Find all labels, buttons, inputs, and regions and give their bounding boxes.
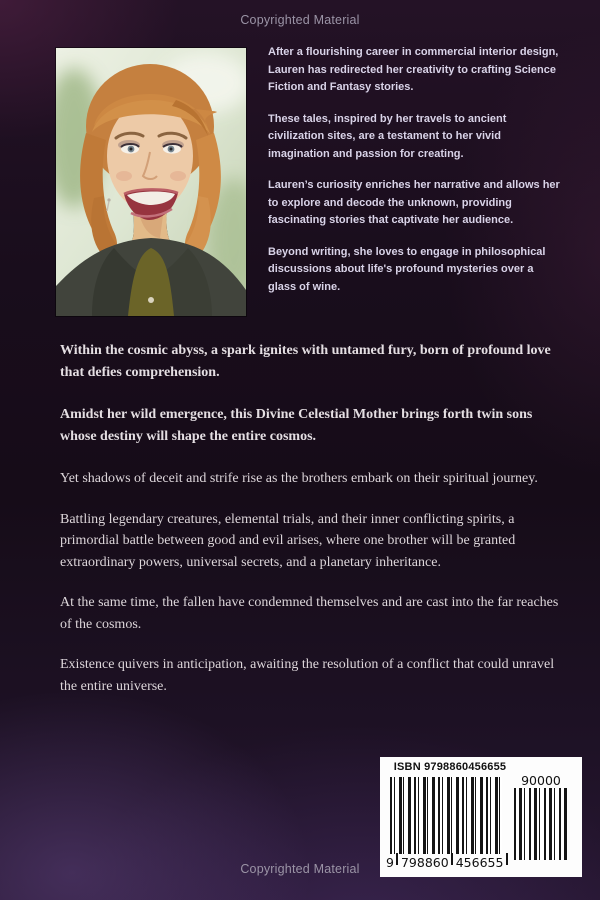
ean-digits-group1: 798860 [400,855,449,870]
author-bio [268,44,562,310]
price-supplement-barcode-bars [514,788,568,860]
book-synopsis [60,340,560,716]
synopsis-paragraph: Battling legendary creatures, elemental trials, and their inner conflicting spirits, a primordial battle between good and evil arises, where one brother will be granted extraordinary powers, universal secrets, and a planetary inheritance. [60,511,516,570]
price-code-label: 90000 [521,773,561,788]
ean-digits-group2: 456655 [455,855,504,870]
synopsis-paragraph-bold: Within the cosmic abyss, a spark ignites with untamed fury, born of profound love that defies comprehension. [60,343,551,380]
synopsis-paragraph: Existence quivers in anticipation, awaiting the resolution of a conflict that could unravel the entire universe. [60,657,555,694]
synopsis-paragraph-bold: Amidst her wild emergence, this Divine Celestial Mother brings forth twin sons whose destiny will shape the entire cosmos. [60,407,533,444]
copyright-notice-bottom: Copyrighted Material [240,862,360,876]
ean-barcode-bars [390,777,502,854]
author-photo [56,48,246,316]
author-portrait-illustration [56,48,246,316]
isbn-barcode-panel [380,757,582,877]
bio-paragraph: These tales, inspired by her travels to ancient civilization sites, are a testament to her vivid imagination and passion for creating. [268,112,507,160]
bio-paragraph: Beyond writing, she loves to engage in philosophical discussions about life's profound mysteries over a glass of wine. [268,245,546,293]
copyright-notice-top: Copyrighted Material [240,13,360,27]
synopsis-paragraph: At the same time, the fallen have condemned themselves and are cast into the far reaches of the cosmos. [60,595,559,632]
bio-paragraph: After a flourishing career in commercial interior design, Lauren has redirected her creativity to crafting Science Fiction and Fantasy stories. [268,46,559,93]
synopsis-paragraph: Yet shadows of deceit and strife rise as the brothers embark on their spiritual journey. [60,471,538,486]
isbn-number-label: ISBN 9798860456655 [393,761,507,773]
bio-paragraph: Lauren’s curiosity enriches her narrative and allows her to explore and decode the unknown, providing fascinating stories that captivate her audience. [268,179,560,226]
ean-digit-prefix: 9 [386,855,394,870]
